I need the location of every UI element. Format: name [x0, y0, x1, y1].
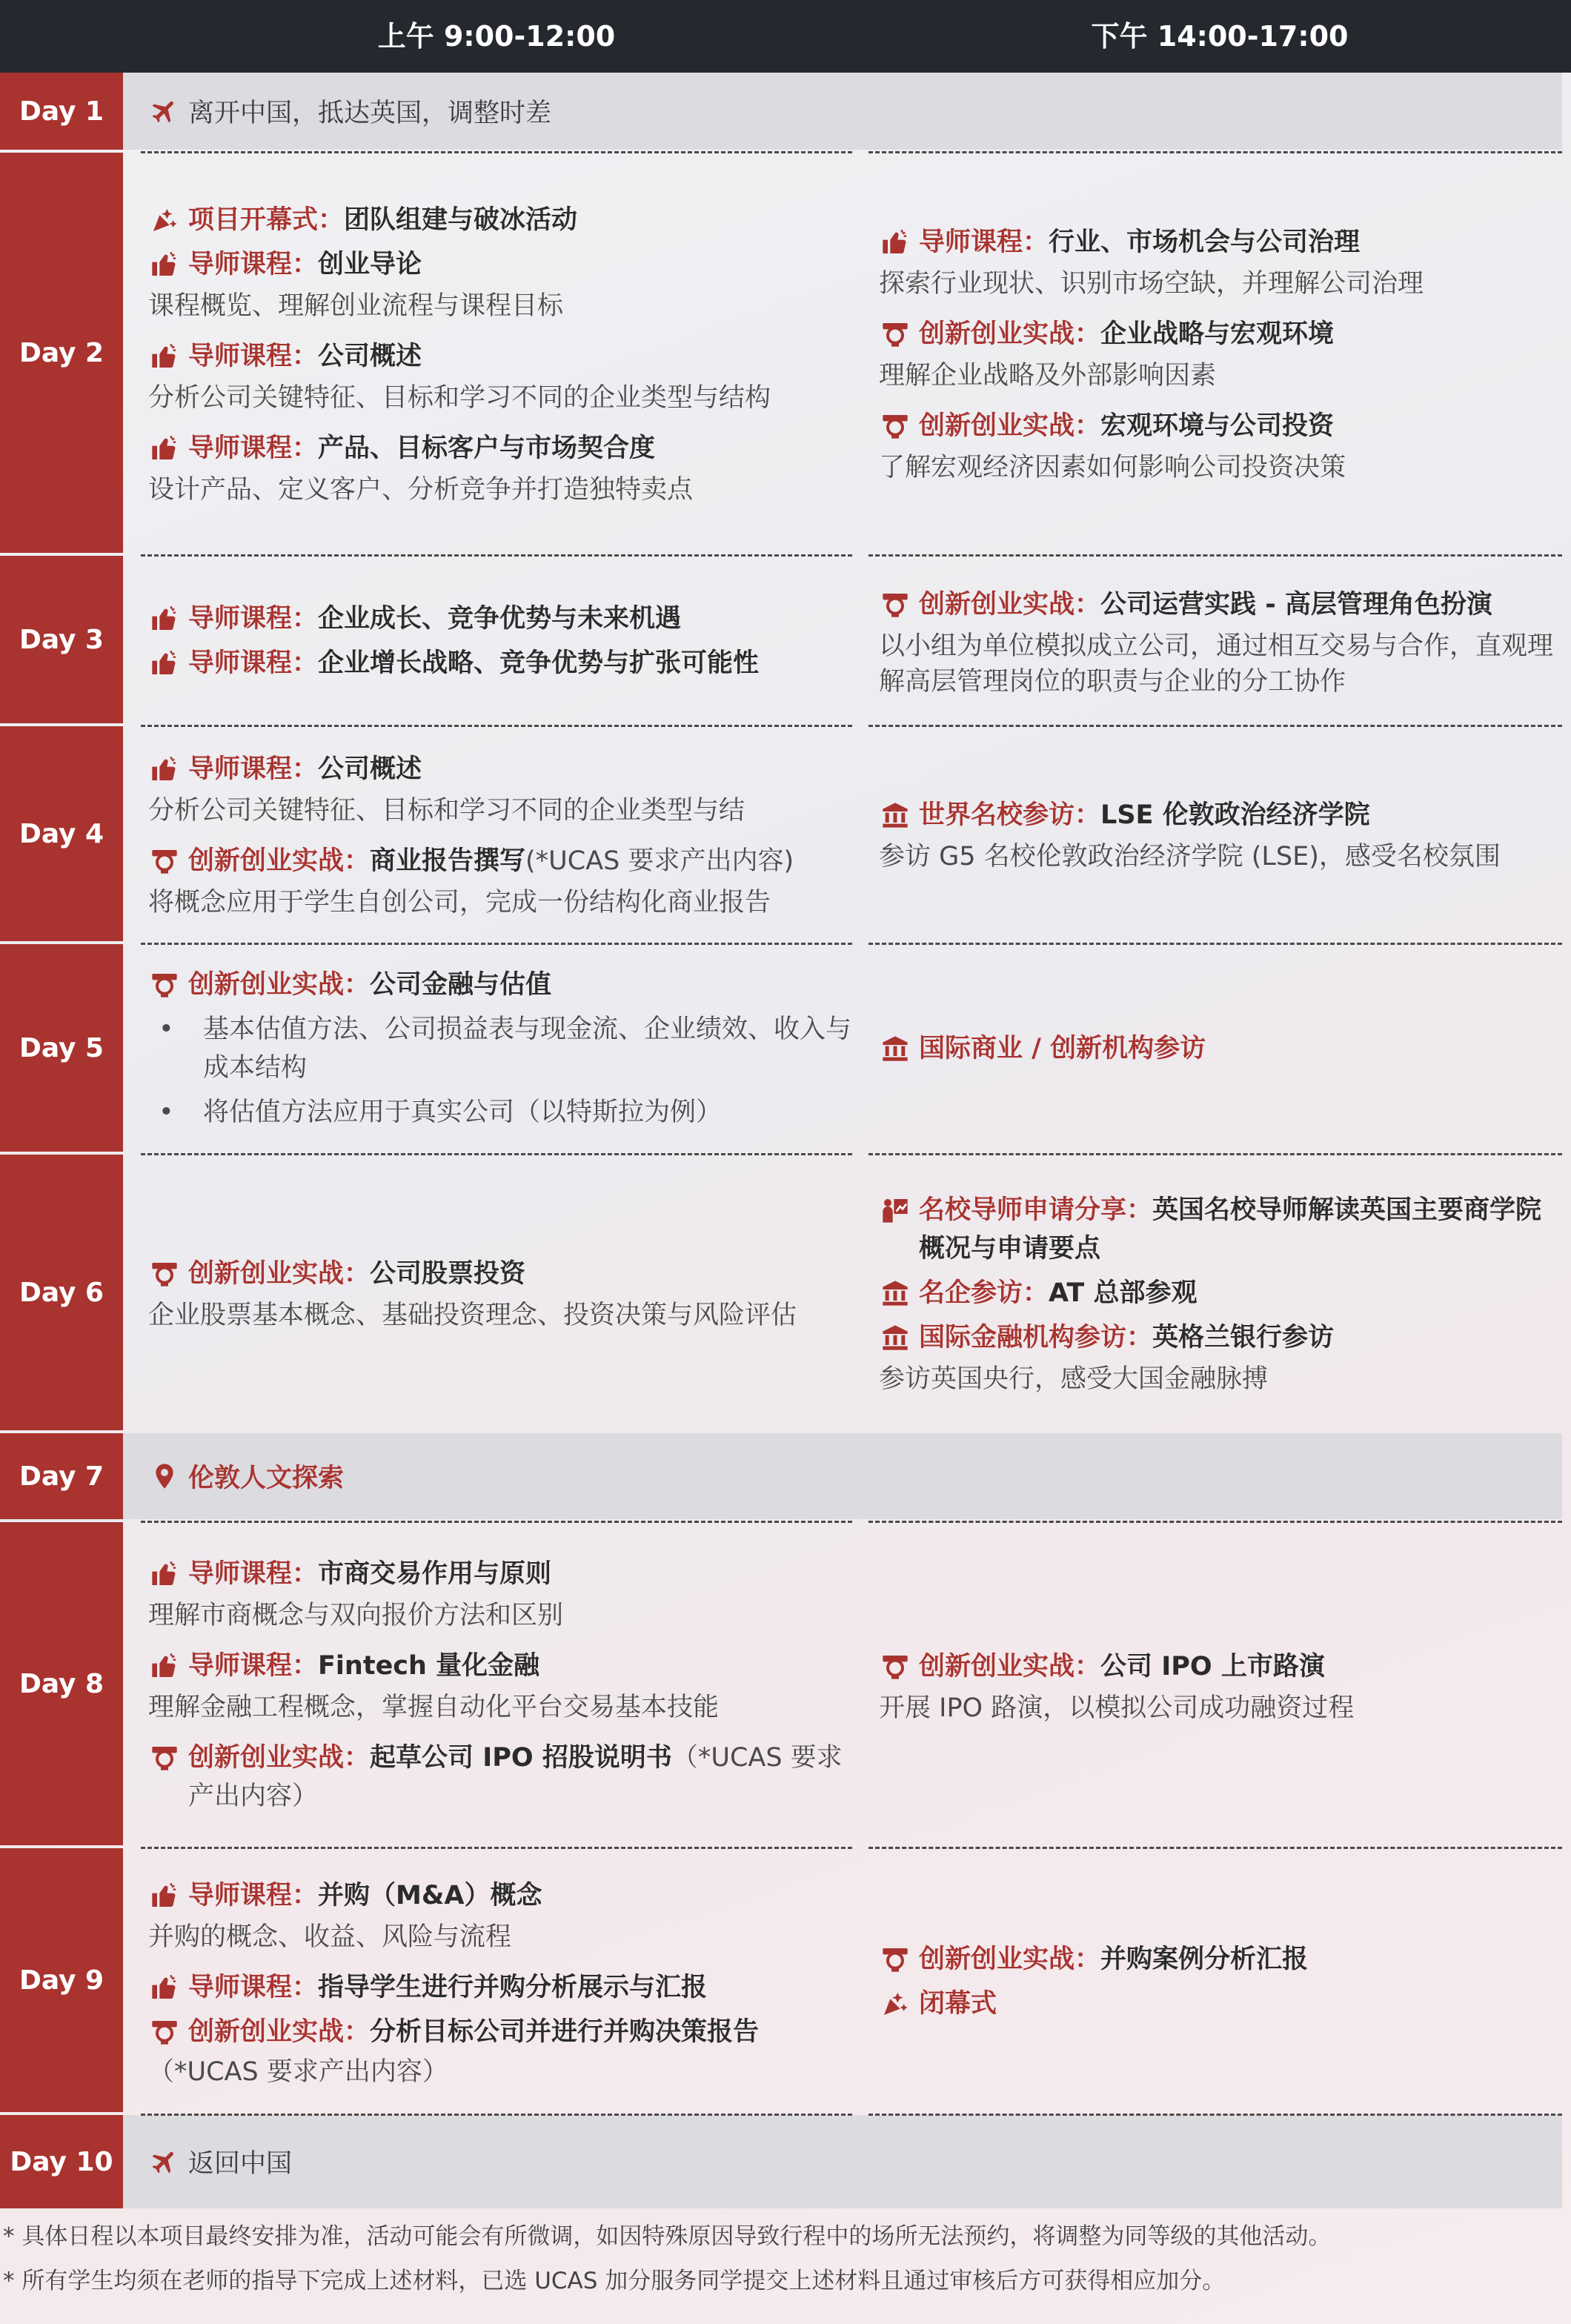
lightbulb-icon: [879, 1940, 919, 1979]
session-title: 团队组建与破冰活动: [344, 205, 578, 235]
practice-tag: 创新创业实战：: [188, 970, 371, 1000]
day5-morning: [148, 952, 860, 1146]
session-title: 公司 IPO 上市路演: [1100, 1652, 1325, 1681]
session-title: 分析目标公司并进行并购决策报告: [370, 2017, 760, 2047]
building-icon: [879, 1029, 919, 1068]
course-tag: 导师课程：: [188, 1559, 319, 1589]
celebration-icon: [148, 201, 188, 239]
afternoon-header: 下午 14:00-17:00: [1091, 20, 1349, 53]
course-tag: 导师课程：: [188, 1881, 319, 1910]
session-desc: 课程概览、理解创业流程与课程目标: [148, 291, 564, 321]
row-divider: [141, 943, 852, 945]
session-title: 行业、市场机会与公司治理: [1049, 228, 1361, 257]
row-divider: [868, 725, 1562, 727]
session-desc: 了解宏观经济因素如何影响公司投资决策: [879, 453, 1346, 482]
opening-tag: 项目开幕式：: [188, 205, 345, 235]
day4-afternoon: [879, 734, 1553, 934]
schedule-header: [0, 0, 1571, 73]
session-title: 公司运营实践 - 高层管理角色扮演: [1100, 590, 1492, 620]
course-tag: 导师课程：: [188, 434, 319, 463]
session-title: 公司概述: [318, 342, 422, 371]
practice-tag: 创新创业实战：: [919, 411, 1101, 441]
course-tag: 导师课程：: [188, 342, 319, 371]
row-divider: [141, 1521, 852, 1523]
thumbs-up-icon: [148, 1555, 188, 1593]
lightbulb-icon: [148, 842, 188, 880]
session-title: 起草公司 IPO 招股说明书: [370, 1743, 672, 1773]
mentor-icon: [879, 1191, 919, 1229]
day-label: Day 5: [0, 944, 123, 1152]
footnote: * 所有学生均须在老师的指导下完成上述材料，已选 UCAS 加分服务同学提交上述材料且通过审核后方可获得相应加分。: [3, 2268, 1226, 2294]
building-icon: [879, 1318, 919, 1357]
lightbulb-icon: [879, 585, 919, 624]
thumbs-up-icon: [148, 337, 188, 376]
practice-tag: 创新创业实战：: [188, 1743, 371, 1773]
session-title: 企业增长战略、竞争优势与扩张可能性: [318, 648, 760, 678]
course-tag: 导师课程：: [188, 648, 319, 678]
visit-tag: 国际商业 / 创新机构参访: [919, 1034, 1206, 1063]
visit-tag: 国际金融机构参访：: [919, 1323, 1153, 1352]
footnote: * 具体日程以本项目最终安排为准，活动可能会有所微调，如因特殊原因导致行程中的场所无法预约，将调整为同等级的其他活动。: [3, 2223, 1332, 2250]
day-label: Day 2: [0, 153, 123, 553]
session-title: 指导学生进行并购分析展示与汇报: [318, 1973, 708, 2002]
celebration-icon: [879, 1985, 919, 2023]
lightbulb-icon: [148, 1255, 188, 1293]
day9-afternoon: [879, 1857, 1553, 2106]
session-title: 市商交易作用与原则: [318, 1559, 552, 1589]
day9-morning: [148, 1857, 860, 2106]
thumbs-up-icon: [148, 1876, 188, 1915]
session-desc: 并购的概念、收益、风险与流程: [148, 1922, 512, 1952]
thumbs-up-icon: [148, 245, 188, 284]
session-title: 英国名校导师解读英国主要商学院概况与申请要点: [919, 1195, 1542, 1264]
lightbulb-icon: [148, 2013, 188, 2051]
thumbs-up-icon: [148, 644, 188, 683]
session-desc: 以小组为单位模拟成立公司，通过相互交易与合作，直观理解高层管理岗位的职责与企业的分工协作: [879, 631, 1554, 697]
thumbs-up-icon: [879, 223, 919, 262]
session-title: 公司概述: [318, 754, 422, 784]
day5-afternoon: [879, 952, 1553, 1146]
closing-tag: 闭幕式: [919, 1989, 997, 2019]
day-label: Day 4: [0, 726, 123, 941]
session-title: 商业报告撰写: [370, 846, 526, 876]
session-desc: 理解金融工程概念，掌握自动化平台交易基本技能: [148, 1693, 720, 1722]
row-divider: [868, 554, 1562, 557]
lightbulb-icon: [148, 966, 188, 1004]
location-pin-icon: [148, 1457, 188, 1495]
bullet-item: • 基本估值方法、公司损益表与现金流、企业绩效、收入与成本结构: [159, 1015, 852, 1083]
day3-morning: [148, 571, 860, 711]
row-divider: [141, 1153, 852, 1155]
day2-morning: [148, 167, 860, 538]
session-desc: 将概念应用于学生自创公司，完成一份结构化商业报告: [148, 888, 771, 917]
row-divider: [868, 151, 1562, 153]
row-divider: [141, 1847, 852, 1849]
course-tag: 导师课程：: [188, 754, 319, 784]
session-desc: 探索行业现状、识别市场空缺，并理解公司治理: [879, 269, 1424, 299]
session-title: 企业成长、竞争优势与未来机遇: [318, 604, 682, 634]
session-desc: 开展 IPO 路演，以模拟公司成功融资过程: [879, 1693, 1355, 1723]
day7-content: [148, 1433, 344, 1519]
session-title: LSE 伦敦政治经济学院: [1100, 800, 1370, 830]
building-icon: [879, 1274, 919, 1312]
practice-tag: 创新创业实战：: [919, 1652, 1101, 1681]
practice-tag: 创新创业实战：: [919, 319, 1101, 349]
session-title: 宏观环境与公司投资: [1100, 411, 1335, 441]
session-title: 并购（M&A）概念: [318, 1881, 542, 1910]
session-desc: 参访英国央行，感受大国金融脉搏: [879, 1364, 1269, 1394]
course-tag: 导师课程：: [188, 1973, 319, 2002]
day4-morning: [148, 734, 860, 934]
bullet-item: • 将估值方法应用于真实公司（以特斯拉为例）: [159, 1098, 723, 1127]
day-label: Day 1: [0, 73, 123, 150]
morning-header: 上午 9:00-12:00: [377, 20, 616, 53]
day-label: Day 8: [0, 1522, 123, 1845]
course-tag: 导师课程：: [188, 604, 319, 634]
row-divider: [868, 1153, 1562, 1155]
row-divider: [141, 151, 852, 153]
thumbs-up-icon: [148, 429, 188, 468]
session-title: 公司金融与估值: [370, 970, 552, 1000]
day2-afternoon: [879, 167, 1553, 538]
thumbs-up-icon: [148, 750, 188, 788]
thumbs-up-icon: [148, 1647, 188, 1685]
visit-tag: 名企参访：: [919, 1278, 1049, 1308]
lightbulb-icon: [879, 1647, 919, 1686]
thumbs-up-icon: [148, 1968, 188, 2007]
session-title: 英格兰银行参访: [1152, 1323, 1335, 1352]
session-desc: 理解市商概念与双向报价方法和区别: [148, 1601, 564, 1630]
mentor-tag: 名校导师申请分享：: [919, 1195, 1153, 1225]
day6-morning: [148, 1162, 860, 1423]
session-title: 企业战略与宏观环境: [1100, 319, 1335, 349]
day10-row: [123, 2115, 1562, 2208]
lightbulb-icon: [879, 407, 919, 445]
day1-text: 离开中国，抵达英国，调整时差: [188, 99, 552, 128]
row-divider: [868, 1521, 1562, 1523]
day-label: Day 6: [0, 1155, 123, 1430]
practice-tag: 创新创业实战：: [919, 590, 1101, 620]
day-label: Day 10: [0, 2115, 123, 2208]
session-title: 公司股票投资: [370, 1259, 526, 1289]
session-desc: 参访 G5 名校伦敦政治经济学院 (LSE)，感受名校氛围: [879, 842, 1501, 872]
day3-afternoon: [879, 565, 1553, 717]
visit-tag: 世界名校参访：: [919, 800, 1101, 830]
day-label: Day 9: [0, 1848, 123, 2112]
session-title: 产品、目标客户与市场契合度: [318, 434, 656, 463]
row-divider: [141, 725, 852, 727]
practice-tag: 创新创业实战：: [919, 1945, 1101, 1974]
row-divider: [868, 1847, 1562, 1849]
ucas-note: （*UCAS 要求产出内容）: [148, 2057, 448, 2087]
course-tag: 导师课程：: [919, 228, 1049, 257]
session-desc: 企业股票基本概念、基础投资理念、投资决策与风险评估: [148, 1301, 797, 1330]
lightbulb-icon: [879, 315, 919, 353]
practice-tag: 创新创业实战：: [188, 846, 371, 876]
session-title: 并购案例分析汇报: [1100, 1945, 1309, 1974]
day-label: Day 7: [0, 1433, 123, 1519]
london-tag: 伦敦人文探索: [188, 1464, 345, 1493]
building-icon: [879, 796, 919, 834]
session-desc: 理解企业战略及外部影响因素: [879, 361, 1217, 391]
session-title: AT 总部参观: [1049, 1278, 1198, 1308]
row-divider: [868, 2114, 1562, 2116]
day6-afternoon: [879, 1165, 1553, 1420]
day-label: Day 3: [0, 556, 123, 723]
day8-morning: [148, 1533, 860, 1838]
plane-icon: [148, 92, 188, 130]
practice-tag: 创新创业实战：: [188, 2017, 371, 2047]
thumbs-up-icon: [148, 600, 188, 638]
day10-content: [148, 2115, 292, 2208]
course-tag: 导师课程：: [188, 250, 319, 279]
row-divider: [868, 943, 1562, 945]
course-tag: 导师课程：: [188, 1651, 319, 1681]
practice-tag: 创新创业实战：: [188, 1259, 371, 1289]
session-desc: 分析公司关键特征、目标和学习不同的企业类型与结: [148, 796, 745, 826]
lightbulb-icon: [148, 1739, 188, 1777]
session-title: 创业导论: [318, 250, 422, 279]
ucas-note: （*UCAS 要求产出内容）: [188, 1743, 843, 1811]
session-desc: 分析公司关键特征、目标和学习不同的企业类型与结构: [148, 383, 771, 413]
day10-text: 返回中国: [188, 2149, 293, 2179]
ucas-note: (*UCAS 要求产出内容): [525, 846, 794, 876]
session-desc: 设计产品、定义客户、分析竞争并打造独特卖点: [148, 475, 694, 505]
plane-icon: [148, 2142, 188, 2181]
row-divider: [141, 554, 852, 557]
session-title: Fintech 量化金融: [318, 1651, 540, 1681]
day8-afternoon: [879, 1533, 1553, 1838]
day1-content: [148, 73, 551, 150]
